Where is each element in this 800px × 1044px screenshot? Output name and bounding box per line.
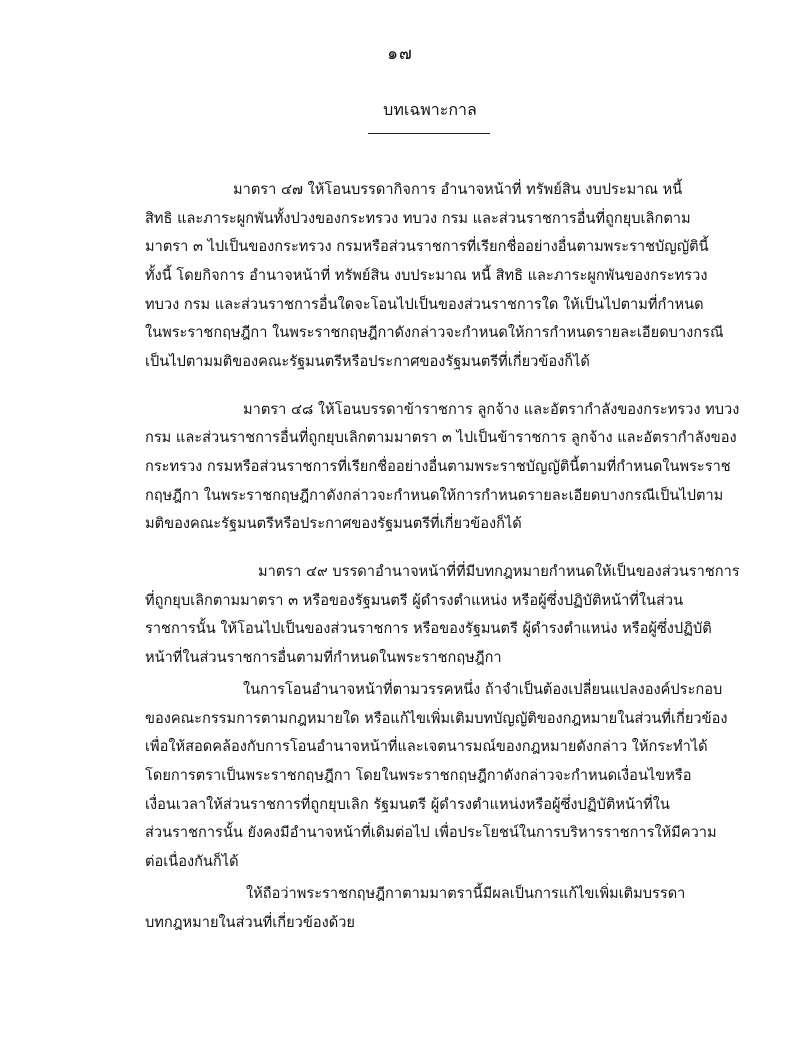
section-48-line-4: กฤษฎีกา ในพระราชกฤษฎีกาดังกล่าวจะกำหนดให้การกำหนดรายละเอียดบางกรณีเป็นไปตาม [145,487,724,504]
section-48-line-2: กรม และส่วนราชการอื่นที่ถูกยุบเลิกตามมาตรา ๓ ไปเป็นข้าราชการ ลูกจ้าง และอัตรากำลังของ [145,429,737,446]
section-48-line-1: มาตรา ๔๘ ให้โอนบรรดาข้าราชการ ลูกจ้าง และอัตรากำลังของกระทรวง ทบวง [243,401,740,418]
section-heading: บทเฉพาะกาล [383,100,477,119]
section-49-para-2-line-4: โดยการตราเป็นพระราชกฤษฎีกา โดยในพระราชกฤษฎีกาดังกล่าวจะกำหนดเงื่อนไขหรือ [145,767,692,784]
section-47-line-1: มาตรา ๔๗ ให้โอนบรรดากิจการ อำนาจหน้าที่ ทรัพย์สิน งบประมาณ หนี้ [233,181,683,198]
section-49-para-2-line-1: ในการโอนอำนาจหน้าที่ตามวรรคหนึ่ง ถ้าจำเป็นต้องเปลี่ยนแปลงองค์ประกอบ [243,681,723,698]
section-47-line-5: ทบวง กรม และส่วนราชการอื่นใดจะโอนไปเป็นของส่วนราชการใด ให้เป็นไปตามที่กำหนด [145,296,704,313]
section-47-line-2: สิทธิ และภาระผูกพันทั้งปวงของกระทรวง ทบวง กรม และส่วนราชการอื่นที่ถูกยุบเลิกตาม [145,210,691,227]
section-49-para-3-line-1: ให้ถือว่าพระราชกฤษฎีกาตามมาตรานี้มีผลเป็นการแก้ไขเพิ่มเติมบรรดา [246,885,686,902]
section-49-line-4: หน้าที่ในส่วนราชการอื่นตามที่กำหนดในพระราชกฤษฎีกา [145,649,502,666]
section-49-para-2-line-2: ของคณะกรรมการตามกฎหมายใด หรือแก้ไขเพิ่มเติมบทบัญญัติของกฎหมายในส่วนที่เกี่ยวข้อง [145,710,728,727]
section-49-para-3-line-2: บทกฎหมายในส่วนที่เกี่ยวข้องด้วย [145,914,355,931]
section-49-line-3: ราชการนั้น ให้โอนไปเป็นของส่วนราชการ หรือของรัฐมนตรี ผู้ดำรงตำแหน่ง หรือผู้ซึ่งปฏิบัติ [145,620,712,637]
section-49-para-2-line-3: เพื่อให้สอดคล้องกับการโอนอำนาจหน้าที่และเจตนารมณ์ของกฎหมายดังกล่าว ให้กระทำได้ [145,738,708,755]
section-49-line-1: มาตรา ๔๙ บรรดาอำนาจหน้าที่ที่มีบทกฎหมายกำหนดให้เป็นของส่วนราชการ [258,563,740,580]
section-48-line-3: กระทรวง กรมหรือส่วนราชการที่เรียกชื่ออย่างอื่นตามพระราชบัญญัตินี้ตามที่กำหนดในพระราช [145,458,731,475]
section-49-para-2-line-5: เงื่อนเวลาให้ส่วนราชการที่ถูกยุบเลิก รัฐมนตรี ผู้ดำรงตำแหน่งหรือผู้ซึ่งปฏิบัติหน้าที่ใน [145,796,670,813]
section-47-line-7: เป็นไปตามมติของคณะรัฐมนตรีหรือประกาศของรัฐมนตรีที่เกี่ยวข้องก็ได้ [145,353,590,370]
page-number: ๑๗ [387,44,413,64]
section-49-para-2-line-7: ต่อเนื่องกันก็ได้ [145,853,239,870]
section-49-line-2: ที่ถูกยุบเลิกตามมาตรา ๓ หรือของรัฐมนตรี ผู้ดำรงตำแหน่ง หรือผู้ซึ่งปฏิบัติหน้าที่ในส่วน [145,592,684,609]
section-48-line-5: มติของคณะรัฐมนตรีหรือประกาศของรัฐมนตรีที่เกี่ยวข้องก็ได้ [145,515,522,532]
section-47-line-6: ในพระราชกฤษฎีกา ในพระราชกฤษฎีกาดังกล่าวจะกำหนดให้การกำหนดรายละเอียดบางกรณี [145,324,724,341]
section-49-para-2-line-6: ส่วนราชการนั้น ยังคงมีอำนาจหน้าที่เดิมต่อไป เพื่อประโยชน์ในการบริหารราชการให้มีความ [145,824,717,841]
section-47-line-3: มาตรา ๓ ไปเป็นของกระทรวง กรมหรือส่วนราชการที่เรียกชื่ออย่างอื่นตามพระราชบัญญัตินี้ [145,238,709,255]
section-47-line-4: ทั้งนี้ โดยกิจการ อำนาจหน้าที่ ทรัพย์สิน งบประมาณ หนี้ สิทธิ และภาระผูกพันของกระทรวง [145,267,708,284]
heading-underline [368,133,490,134]
